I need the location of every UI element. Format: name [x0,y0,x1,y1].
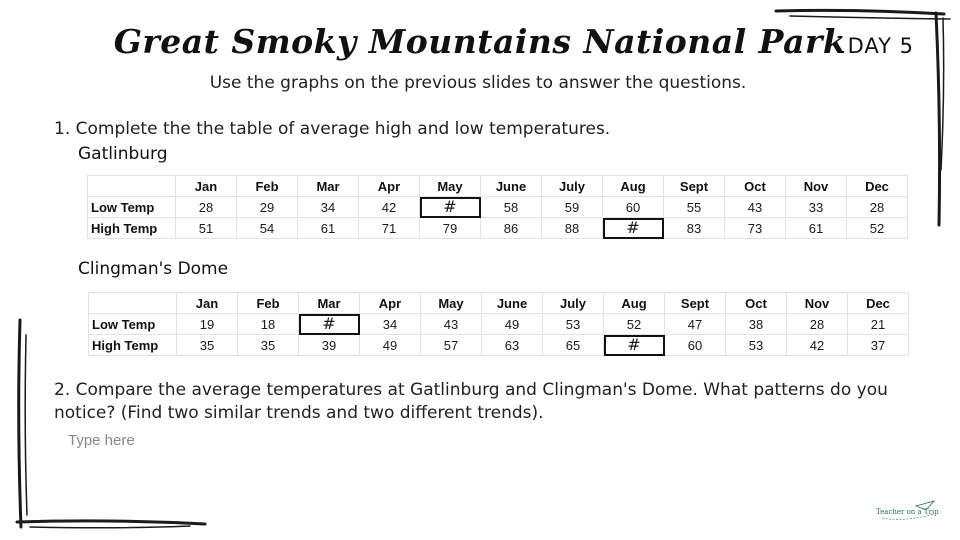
month-header: Jan [177,293,238,314]
month-header: Dec [847,176,908,197]
question-1-text: 1. Complete the the table of average high and low temperatures. [54,119,611,139]
month-header: July [542,176,603,197]
temperature-cell: 59 [542,197,603,218]
temperature-cell: 43 [421,314,482,335]
month-header: Nov [786,176,847,197]
location-label-clingmans-dome: Clingman's Dome [78,259,229,279]
temperature-cell: 38 [726,314,787,335]
table-header-row [89,293,909,314]
temperature-cell: 52 [604,314,665,335]
answer-cell[interactable]: # [420,197,481,218]
temperature-cell: 63 [482,335,543,356]
month-header: Nov [787,293,848,314]
gatlinburg-temperature-table [87,175,908,239]
brand-logo [876,500,938,522]
temperature-cell: 49 [482,314,543,335]
temperature-cell: 35 [177,335,238,356]
temperature-cell: 57 [421,335,482,356]
temperature-cell: 52 [847,218,908,239]
table-row [89,335,909,356]
temperature-cell: 42 [787,335,848,356]
month-header: Apr [360,293,421,314]
temperature-cell: 35 [238,335,299,356]
temperature-cell: 51 [176,218,237,239]
temperature-cell: 19 [177,314,238,335]
temperature-cell: 79 [420,218,481,239]
answer-input[interactable]: Type here [68,432,135,449]
month-header: June [481,176,542,197]
month-header: May [420,176,481,197]
month-header: July [543,293,604,314]
temperature-cell: 28 [847,197,908,218]
temperature-cell: 60 [665,335,726,356]
temperature-cell: 83 [664,218,725,239]
month-header: Mar [299,293,360,314]
temperature-cell: 60 [603,197,664,218]
day-label: DAY 5 [847,34,914,58]
temperature-cell: 37 [848,335,909,356]
month-header: Oct [725,176,786,197]
corner-cell [88,176,176,197]
month-header: Mar [298,176,359,197]
temperature-cell: 55 [664,197,725,218]
temperature-cell: 33 [786,197,847,218]
month-header: Oct [726,293,787,314]
temperature-cell: 34 [360,314,421,335]
temperature-cell: 21 [848,314,909,335]
answer-cell[interactable]: # [604,335,665,356]
logo-text: Teacher on a Trip [876,508,939,516]
month-header: June [482,293,543,314]
clingmans-dome-temperature-table [88,292,909,356]
temperature-cell: 53 [726,335,787,356]
answer-cell[interactable]: # [299,314,360,335]
month-header: Aug [603,176,664,197]
table-header-row [88,176,908,197]
row-label: Low Temp [89,314,177,335]
row-label: Low Temp [88,197,176,218]
month-header: Feb [238,293,299,314]
corner-cell [89,293,177,314]
temperature-cell: 34 [298,197,359,218]
month-header: Apr [359,176,420,197]
table-row [89,314,909,335]
temperature-cell: 65 [543,335,604,356]
month-header: Jan [176,176,237,197]
temperature-cell: 28 [787,314,848,335]
temperature-cell: 29 [237,197,298,218]
temperature-cell: 58 [481,197,542,218]
temperature-cell: 47 [665,314,726,335]
temperature-cell: 39 [299,335,360,356]
instructions-subtitle: Use the graphs on the previous slides to answer the questions. [209,73,747,93]
temperature-cell: 53 [543,314,604,335]
temperature-cell: 54 [237,218,298,239]
month-header: Dec [848,293,909,314]
temperature-cell: 86 [481,218,542,239]
table-row [88,197,908,218]
row-label: High Temp [88,218,176,239]
page-title: Great Smoky Mountains National Park [113,22,847,61]
question-2-text: 2. Compare the average temperatures at Gatlinburg and Clingman's Dome. What patterns do you notice? (Find two similar trends and two different trends). [54,380,888,423]
month-header: Feb [237,176,298,197]
month-header: May [421,293,482,314]
location-label-gatlinburg: Gatlinburg [78,144,168,164]
temperature-cell: 28 [176,197,237,218]
answer-cell[interactable]: # [603,218,664,239]
temperature-cell: 73 [725,218,786,239]
temperature-cell: 42 [359,197,420,218]
temperature-cell: 49 [360,335,421,356]
temperature-cell: 61 [298,218,359,239]
table-row [88,218,908,239]
temperature-cell: 18 [238,314,299,335]
month-header: Sept [664,176,725,197]
row-label: High Temp [89,335,177,356]
temperature-cell: 61 [786,218,847,239]
temperature-cell: 43 [725,197,786,218]
temperature-cell: 71 [359,218,420,239]
month-header: Sept [665,293,726,314]
temperature-cell: 88 [542,218,603,239]
month-header: Aug [604,293,665,314]
